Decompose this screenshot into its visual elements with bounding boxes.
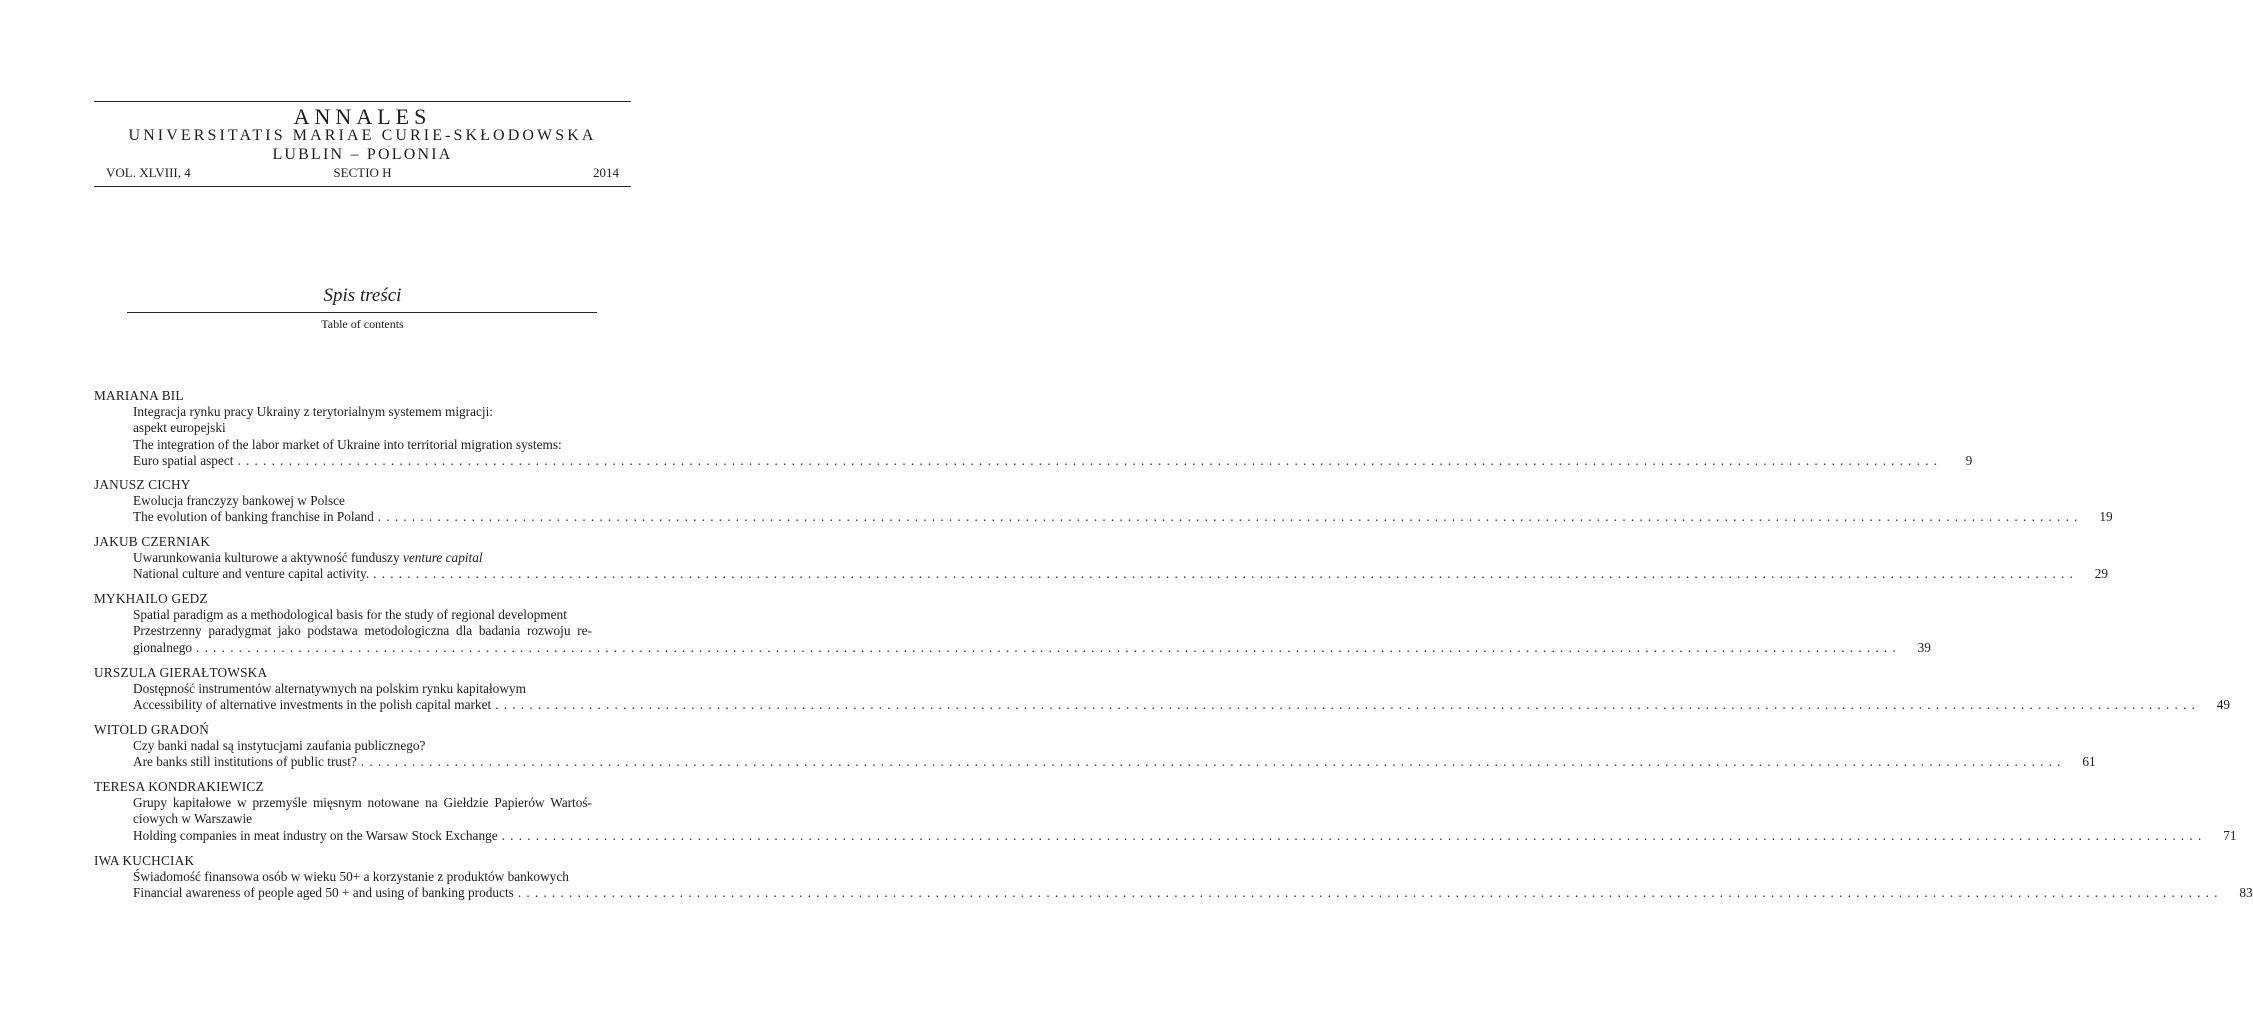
entry-title-last-line (133, 697, 2231, 713)
entry-title-text: The evolution of banking franchise in Poland (133, 509, 374, 525)
entry-author: MYKHAILO GEDZ (94, 591, 208, 606)
toc-entry (94, 853, 2253, 902)
entry-title-text: Financial awareness of people aged 50 + and using of banking products (133, 885, 514, 901)
page-number: 61 (2082, 754, 2096, 770)
entry-title-text: Accessibility of alternative investments in the polish capital market (133, 697, 492, 713)
page-number: 83 (2239, 885, 2253, 901)
entry-title-line: Spatial paradigm as a methodological basis for the study of regional development (133, 607, 567, 623)
entry-author: WITOLD GRADOŃ (94, 722, 209, 737)
dot-leader: ........................................................................................................................................................................................................ (377, 509, 2083, 525)
entry-title-line: Ewolucja franczyzy bankowej w Polsce (133, 493, 345, 509)
toc-entry (94, 388, 1973, 469)
header-top-rule (94, 101, 631, 102)
entry-author: MARIANA BIL (94, 388, 184, 403)
year-label: 2014 (593, 165, 619, 180)
entry-title-text: Are banks still institutions of public trust? (133, 754, 357, 770)
entry-title-last-line (133, 827, 2237, 844)
entry-title-line: Grupy kapitałowe w przemyśle mięsnym notowane na Giełdzie Papierów Wartoś- (133, 795, 592, 811)
toc-entry (94, 477, 2113, 526)
entry-title-last-line (133, 754, 2096, 770)
entry-author: URSZULA GIERAŁTOWSKA (94, 665, 268, 680)
toc-title: Spis treści (323, 285, 402, 306)
dot-leader: ........................................................................................................................................................................................................ (517, 885, 2223, 901)
entry-title-italic: venture capital (402, 550, 483, 566)
entry-title-text: Euro spatial aspect (133, 452, 234, 468)
toc-entry (94, 591, 1931, 656)
entry-title-line: Świadomość finansowa osób w wieku 50+ a korzystanie z produktów bankowych (133, 869, 569, 885)
entry-title-text: National culture and venture capital activity. (133, 566, 370, 582)
volume-label: VOL. XLVIII, 4 (106, 165, 191, 180)
entry-author: IWA KUCHCIAK (94, 853, 195, 868)
dot-leader: ........................................................................................................................................................................................................ (373, 566, 2079, 582)
entry-title-line: aspekt europejski (133, 420, 226, 436)
section-label: SECTIO H (333, 165, 392, 180)
entry-title-last-line (133, 639, 1931, 656)
entry-title-last-line (133, 566, 2109, 582)
entry-title-last-line (133, 885, 2253, 901)
toc-title-rule (127, 312, 597, 313)
page-number: 9 (1965, 452, 1973, 468)
page-number: 29 (2094, 566, 2109, 582)
entry-title-line: Przestrzenny paradygmat jako podstawa metodologiczna dla badania rozwoju re- (133, 623, 592, 639)
dot-leader: ........................................................................................................................................................................................................ (237, 452, 1943, 468)
toc-entry (94, 722, 2096, 771)
header-bottom-rule (94, 186, 631, 187)
entry-title-text: gionalnego (133, 639, 193, 655)
entry-author: JANUSZ CICHY (94, 477, 191, 492)
entry-author: JAKUB CZERNIAK (94, 534, 211, 549)
toc-entry (94, 779, 2237, 844)
entry-title-line: ciowych w Warszawie (133, 811, 253, 827)
university-name: UNIVERSITATIS MARIAE CURIE-SKŁODOWSKA (128, 127, 597, 144)
entry-title-last-line (133, 452, 1973, 469)
page-number: 39 (1917, 639, 1931, 655)
entry-title-line (133, 550, 583, 566)
dot-leader: ........................................................................................................................................................................................................ (360, 754, 2066, 770)
entry-title-line: The integration of the labor market of Ukraine into territorial migration systems: (133, 436, 562, 452)
entry-title-text: Holding companies in meat industry on the Warsaw Stock Exchange (133, 827, 498, 843)
entry-title-line: Czy banki nadal są instytucjami zaufania publicznego? (133, 738, 426, 754)
dot-leader: ........................................................................................................................................................................................................ (495, 697, 2201, 713)
page-number: 49 (2216, 697, 2231, 713)
page-number: 19 (2099, 509, 2113, 525)
toc-entry (94, 534, 2109, 583)
toc-subtitle: Table of contents (321, 317, 404, 331)
journal-title: ANNALES (293, 104, 432, 129)
toc-entry (94, 665, 2231, 714)
page-number: 71 (2223, 827, 2237, 843)
entry-title-text: Uwarunkowania kulturowe a aktywność funduszy (133, 550, 403, 566)
entry-author: TERESA KONDRAKIEWICZ (94, 779, 264, 794)
dot-leader: ........................................................................................................................................................................................................ (501, 827, 2207, 843)
entry-title-line: Dostępność instrumentów alternatywnych na polskim rynku kapitałowym (133, 681, 526, 697)
entry-title-last-line (133, 509, 2113, 525)
dot-leader: ........................................................................................................................................................................................................ (196, 639, 1901, 655)
city-line: LUBLIN – POLONIA (272, 146, 453, 163)
entry-title-line: Integracja rynku pracy Ukrainy z terytorialnym systemem migracji: (133, 404, 493, 420)
